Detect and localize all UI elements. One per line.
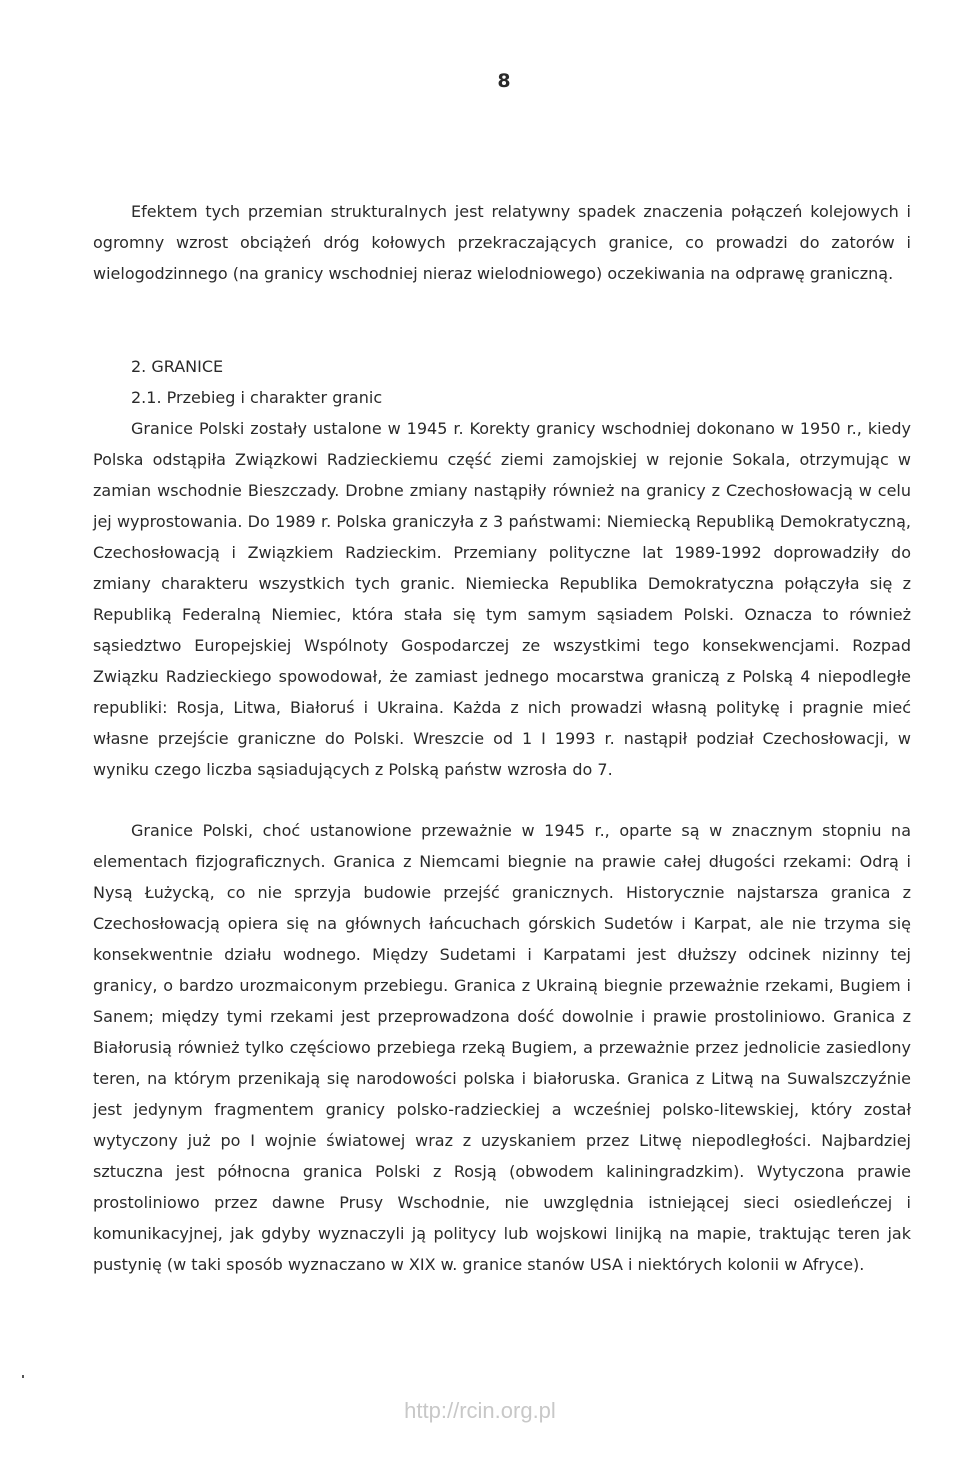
section-heading: 2. GRANICE	[131, 357, 224, 376]
scan-speck	[22, 1375, 24, 1378]
paragraph-border-character: Granice Polski, choć ustanowione przeważnie w 1945 r., oparte są w znacznym stopniu na elementach fizjograficznych. Granica z Niemcami biegnie na prawie całej długości rzekami: Odrą i Nysą Łużycką, co nie sprzyja budowie przejść granicznych. Historycznie najstarsza granica z Czechosłowacją opiera się na głównych łańcuchach górskich Sudetów i Karpat, ale nie trzyma się konsekwentnie działu wodnego. Między Sudetami i Karpatami jest dłuższy odcinek nizinny tej granicy, o bardzo urozmaiconym przebiegu. Granica z Ukrainą biegnie przeważnie rzekami, Bugiem i Sanem; między tymi rzekami jest przeprowadzona dość dowolnie i prawie prostoliniowo. Granica z Białorusią również tylko częściowo przebiega rzeką Bugiem, a przeważnie przez jednolicie zasiedlony teren, na którym przenikają się narodowości polska i białoruska. Granica z Litwą na Suwalszczyźnie jest jedynym fragmentem granicy polsko-radzieckiej a wcześniej polsko-litewskiej, który został wytyczony już po I wojnie światowej wraz z uzyskaniem przez Litwę niepodległości. Najbardziej sztuczna jest północna granica Polski z Rosją (obwodem kaliningradzkim). Wytyczona prawie prostoliniowo przez dawne Prusy Wschodnie, nie uwzględnia istniejącej sieci osiedleńczej i komunikacyjnej, jak gdyby wyznaczyli ją politycy lub wojskowi linijką na mapie, traktując teren jak pustynię (w taki sposób wyznaczano w XIX w. granice stanów USA i niektórych kolonii w Afryce).	[93, 821, 911, 1274]
watermark-link[interactable]: http://rcin.org.pl	[404, 1398, 556, 1423]
subsection-heading: 2.1. Przebieg i charakter granic	[131, 388, 383, 407]
paragraph-border-history: Granice Polski zostały ustalone w 1945 r. Korekty granicy wschodniej dokonano w 1950 r., kiedy Polska odstąpiła Związkowi Radzieckiemu część ziemi zamojskiej w rejonie Sokala, otrzymując w zamian wschodnie Bieszczady. Drobne zmiany nastąpiły również na granicy z Czechosłowacją w celu jej wyprostowania. Do 1989 r. Polska graniczyła z 3 państwami: Niemiecką Republiką Demokratyczną, Czechosłowacją i Związkiem Radzieckim. Przemiany polityczne lat 1989-1992 doprowadziły do zmiany charakteru wszystkich tych granic. Niemiecka Republika Demokratyczna połączyła się z Republiką Federalną Niemiec, która stała się tym samym sąsiadem Polski. Oznacza to również sąsiedztwo Europejskiej Wspólnoty Gospodarczej ze wszystkimi tego konsekwencjami. Rozpad Związku Radzieckiego spowodował, że zamiast jednego mocarstwa graniczą z Polską 4 niepodległe republiki: Rosja, Litwa, Białoruś i Ukraina. Każda z nich prowadzi własną politykę i pragnie mieć własne przejście graniczne do Polski. Wreszcie od 1 I 1993 r. nastąpił podział Czechosłowacji, w wyniku czego liczba sąsiadujących z Polską państw wzrosła do 7.	[93, 419, 911, 779]
paragraph-intro: Efektem tych przemian strukturalnych jest relatywny spadek znaczenia połączeń kolejowych i ogromny wzrost obciążeń dróg kołowych przekraczających granice, co prowadzi do zatorów i wielogodzinnego (na granicy wschodniej nieraz wielodniowego) oczekiwania na odprawę graniczną.	[93, 202, 911, 283]
page-number: 8	[497, 70, 511, 92]
